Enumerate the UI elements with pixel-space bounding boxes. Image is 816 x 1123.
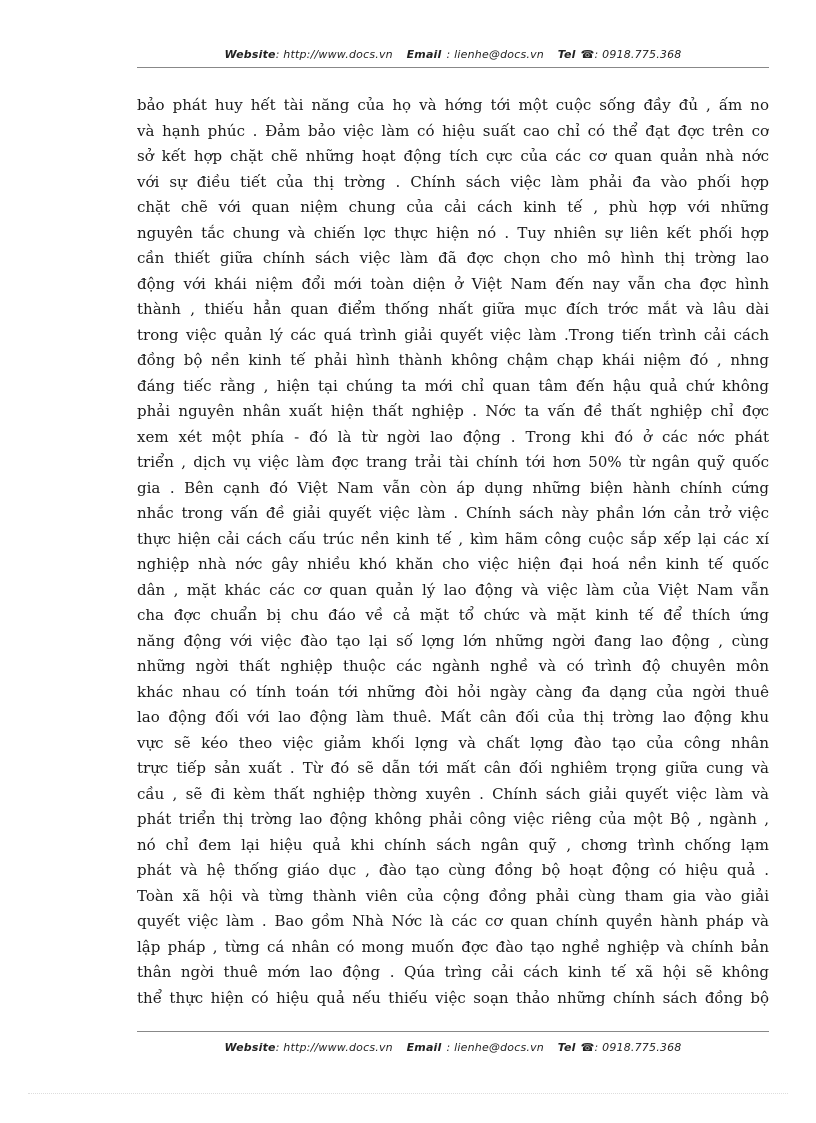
footer-divider: [137, 1031, 769, 1032]
header-website-label: Website: [224, 48, 276, 61]
text-line: Toàn xã hội và từng thành viên của cộng đồng phải cùng tham gia vào giải: [137, 886, 769, 905]
text-line: đồng bộ nền kinh tế phải hình thành không chậm chạp khái niệm đó , nhng: [137, 351, 769, 369]
text-line: cầu , sẽ đi kèm thất nghiệp thờng xuyên . Chính sách giải quyết việc làm và: [137, 784, 769, 803]
text-line: phát triển thị trờng lao động không phải công việc riêng của một Bộ , ngành ,: [137, 810, 769, 828]
text-line: nó chỉ đem lại hiệu quả khi chính sách ngân quỹ , chơng trình chống lạm: [137, 835, 769, 854]
header-tel-value: : 0918.775.368: [594, 48, 682, 61]
text-line: thân ngời thuê mớn lao động . Qúa trìng cải cách kinh tế xã hội sẽ không: [137, 963, 769, 981]
footer-website-label: Website: [224, 1041, 276, 1054]
text-line: dân , mặt khác các cơ quan quản lý lao động và việc làm của Việt Nam vẫn: [137, 580, 769, 599]
text-line: động với khái niệm đổi mới toàn diện ở Việt Nam đến nay vẫn cha đợc hình: [137, 274, 769, 293]
page-edge-dotted-line: [28, 1093, 788, 1094]
phone-icon: ☎: [580, 1041, 595, 1054]
header-tel-label: Tel: [557, 48, 576, 61]
text-line: lao động đối với lao động làm thuê. Mất cân đối của thị trờng lao động khu: [137, 708, 769, 726]
header-email-label: Email: [406, 48, 442, 61]
text-line: khác nhau có tính toán tới những đòi hỏi ngày càng đa dạng của ngời thuê: [137, 682, 769, 701]
text-line: cần thiết giữa chính sách việc làm đã đợc chọn cho mô hình thị trờng lao: [137, 249, 769, 267]
page-header: [137, 48, 769, 61]
text-line: phát và hệ thống giáo dục , đào tạo cùng đồng bộ hoạt động có hiệu quả .: [137, 861, 769, 879]
text-line: và hạnh phúc . Đảm bảo việc làm có hiệu suất cao chỉ có thể đạt đợc trên cơ: [137, 121, 769, 140]
text-line: sở kết hợp chặt chẽ những hoạt động tích cực của các cơ quan quản nhà nớc: [137, 147, 769, 165]
text-line: vực sẽ kéo theo việc giảm khối lợng và chất lợng đào tạo của công nhân: [137, 733, 769, 752]
text-line: phải nguyên nhân xuất hiện thất nghiệp . Nớc ta vấn đề thất nghiệp chỉ đợc: [137, 402, 769, 420]
text-line: năng động với việc đào tạo lại số lợng lớn những ngời đang lao động , cùng: [137, 631, 769, 650]
header-divider: [137, 67, 769, 68]
text-line: trực tiếp sản xuất . Từ đó sẽ dẫn tới mất cân đối nghiêm trọng giữa cung và: [137, 759, 769, 777]
text-line: với sự điều tiết của thị trờng . Chính sách việc làm phải đa vào phối hợp: [137, 172, 769, 191]
text-line: nghiệp nhà nớc gây nhiều khó khăn cho việc hiện đại hoá nền kinh tế quốc: [137, 555, 769, 573]
text-line: bảo phát huy hết tài năng của họ và hớng tới một cuộc sống đầy đủ , ấm no: [137, 96, 769, 114]
text-line: triển , dịch vụ việc làm đợc trang trải tài chính tới hơn 50% từ ngân quỹ quốc: [137, 453, 769, 471]
text-line: trong việc quản lý các quá trình giải quyết việc làm .Trong tiến trình cải cách: [137, 325, 769, 344]
text-line: những ngời thất nghiệp thuộc các ngành nghề và có trình độ chuyên môn: [137, 657, 769, 675]
text-line: đáng tiếc rằng , hiện tại chúng ta mới chỉ quan tâm đến hậu quả chứ không: [137, 376, 769, 395]
text-line: nhắc trong vấn đề giải quyết việc làm . Chính sách này phần lớn cản trở việc: [137, 504, 769, 522]
text-line: gia . Bên cạnh đó Việt Nam vẫn còn áp dụng những biện hành chính cứng: [137, 478, 769, 497]
footer-email-value[interactable]: : lienhe@docs.vn: [446, 1041, 544, 1054]
text-line: xem xét một phía - đó là từ ngời lao động . Trong khi đó ở các nớc phát: [137, 427, 769, 446]
phone-icon: ☎: [580, 48, 595, 61]
document-body: [137, 93, 769, 1011]
page-footer: [137, 1041, 769, 1054]
text-line: thành , thiếu hẳn quan điểm thống nhất giữa mục đích trớc mắt và lâu dài: [137, 300, 769, 318]
text-line: cha đợc chuẩn bị chu đáo về cả mặt tổ chức và mặt kinh tế để thích ứng: [137, 606, 769, 624]
text-line: chặt chẽ với quan niệm chung của cải cách kinh tế , phù hợp với những: [137, 198, 769, 216]
text-line: thể thực hiện có hiệu quả nếu thiếu việc soạn thảo những chính sách đồng bộ: [137, 988, 769, 1007]
text-line: quyết việc làm . Bao gồm Nhà Nớc là các cơ quan chính quyền hành pháp và: [137, 912, 769, 930]
footer-website-value[interactable]: : http://www.docs.vn: [275, 1041, 393, 1054]
header-email-value[interactable]: : lienhe@docs.vn: [446, 48, 544, 61]
text-line: lập pháp , từng cá nhân có mong muốn đợc đào tạo nghề nghiệp và chính bản: [137, 937, 769, 956]
footer-tel-value: : 0918.775.368: [594, 1041, 682, 1054]
header-website-value[interactable]: : http://www.docs.vn: [275, 48, 393, 61]
text-line: thực hiện cải cách cấu trúc nền kinh tế , kìm hãm công cuộc sắp xếp lại các xí: [137, 529, 769, 548]
text-line: nguyên tắc chung và chiến lợc thực hiện nó . Tuy nhiên sự liên kết phối hợp: [137, 223, 769, 242]
footer-tel-label: Tel: [557, 1041, 576, 1054]
footer-email-label: Email: [406, 1041, 442, 1054]
